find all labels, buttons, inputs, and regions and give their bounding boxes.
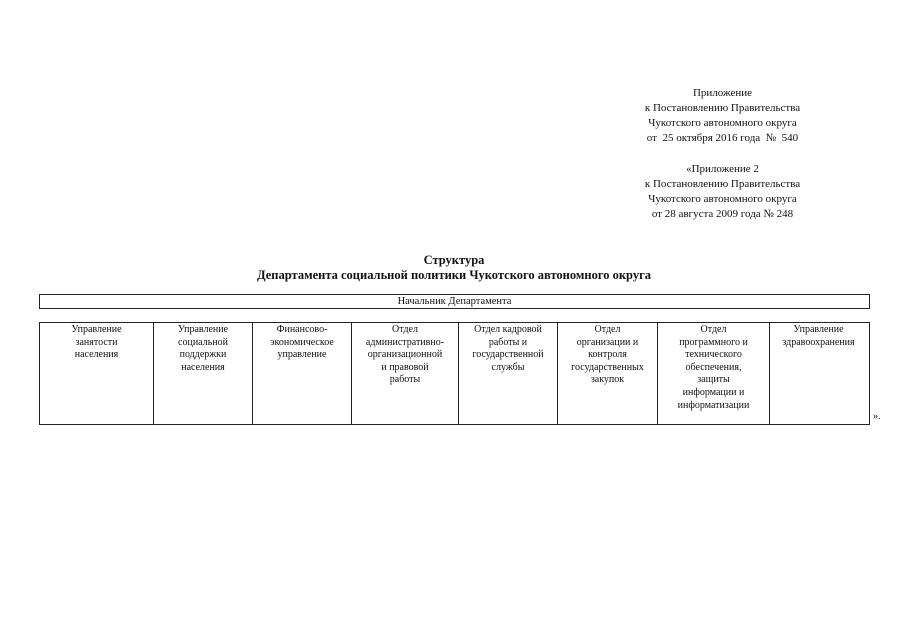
unit-line: поддержки <box>179 349 227 361</box>
unit-line: Управление <box>71 324 122 335</box>
appendix2-line: от 28 августа 2009 года № 248 <box>651 208 794 220</box>
unit-line: государственной <box>472 349 544 361</box>
unit-line: работы и <box>488 336 528 348</box>
unit-line: Управление <box>793 324 844 335</box>
unit-line: экономическое <box>270 336 334 348</box>
appendix-line: Чукотского автономного округа <box>648 117 797 129</box>
department-head-box <box>39 294 870 309</box>
unit-employment <box>40 323 154 424</box>
unit-line: Финансово- <box>276 324 328 335</box>
unit-line: организации и <box>576 336 639 348</box>
unit-line: и правовой <box>381 361 429 373</box>
document-subtitle: Департамента социальной политики Чукотского автономного округа <box>256 268 652 282</box>
unit-line: защиты <box>697 374 730 386</box>
unit-line: службы <box>491 361 525 373</box>
appendix-line: Приложение <box>692 87 753 99</box>
unit-line: управление <box>277 349 327 361</box>
appendix-line: к Постановлению Правительства <box>644 102 801 114</box>
unit-line: Отдел <box>392 324 418 335</box>
closing-quote-mark: ». <box>873 411 881 422</box>
unit-line: Отдел кадровой <box>474 324 542 335</box>
unit-line: технического <box>685 349 742 361</box>
unit-line: населения <box>74 349 119 361</box>
unit-line: обеспечения, <box>685 361 742 373</box>
unit-line: организационной <box>367 349 443 361</box>
appendix-header <box>600 86 845 146</box>
unit-line: работы <box>389 374 421 386</box>
unit-line: занятости <box>75 336 118 348</box>
unit-line: государственных <box>571 361 644 373</box>
unit-line: здравоохранения <box>782 336 855 348</box>
unit-healthcare <box>770 323 867 424</box>
appendix2-line: «Приложение 2 <box>686 163 759 175</box>
unit-line: Управление <box>177 324 229 335</box>
unit-line: программного и <box>679 336 748 348</box>
unit-line: социальной <box>178 336 228 348</box>
document-title: Структура <box>423 253 485 267</box>
unit-admin-legal <box>352 323 459 424</box>
unit-social-support <box>154 323 253 424</box>
unit-line: информатизации <box>677 399 750 411</box>
appendix2-line: Чукотского автономного округа <box>648 193 797 205</box>
unit-line: административно- <box>365 336 445 348</box>
unit-line: населения <box>181 361 225 373</box>
unit-line: Отдел <box>594 324 621 335</box>
units-row <box>39 322 870 425</box>
unit-line: контроля <box>588 349 627 361</box>
unit-line: Отдел <box>700 324 727 335</box>
appendix2-line: к Постановлению Правительства <box>644 178 801 190</box>
appendix2-header <box>600 162 845 222</box>
unit-line: закупок <box>590 374 625 386</box>
department-head-label: Начальник Департамента <box>397 296 512 307</box>
appendix-line: от 25 октября 2016 года № 540 <box>646 132 799 144</box>
unit-line: информации и <box>682 386 745 398</box>
unit-personnel <box>459 323 558 424</box>
unit-procurement <box>558 323 658 424</box>
unit-finance <box>253 323 352 424</box>
unit-it <box>658 323 770 424</box>
